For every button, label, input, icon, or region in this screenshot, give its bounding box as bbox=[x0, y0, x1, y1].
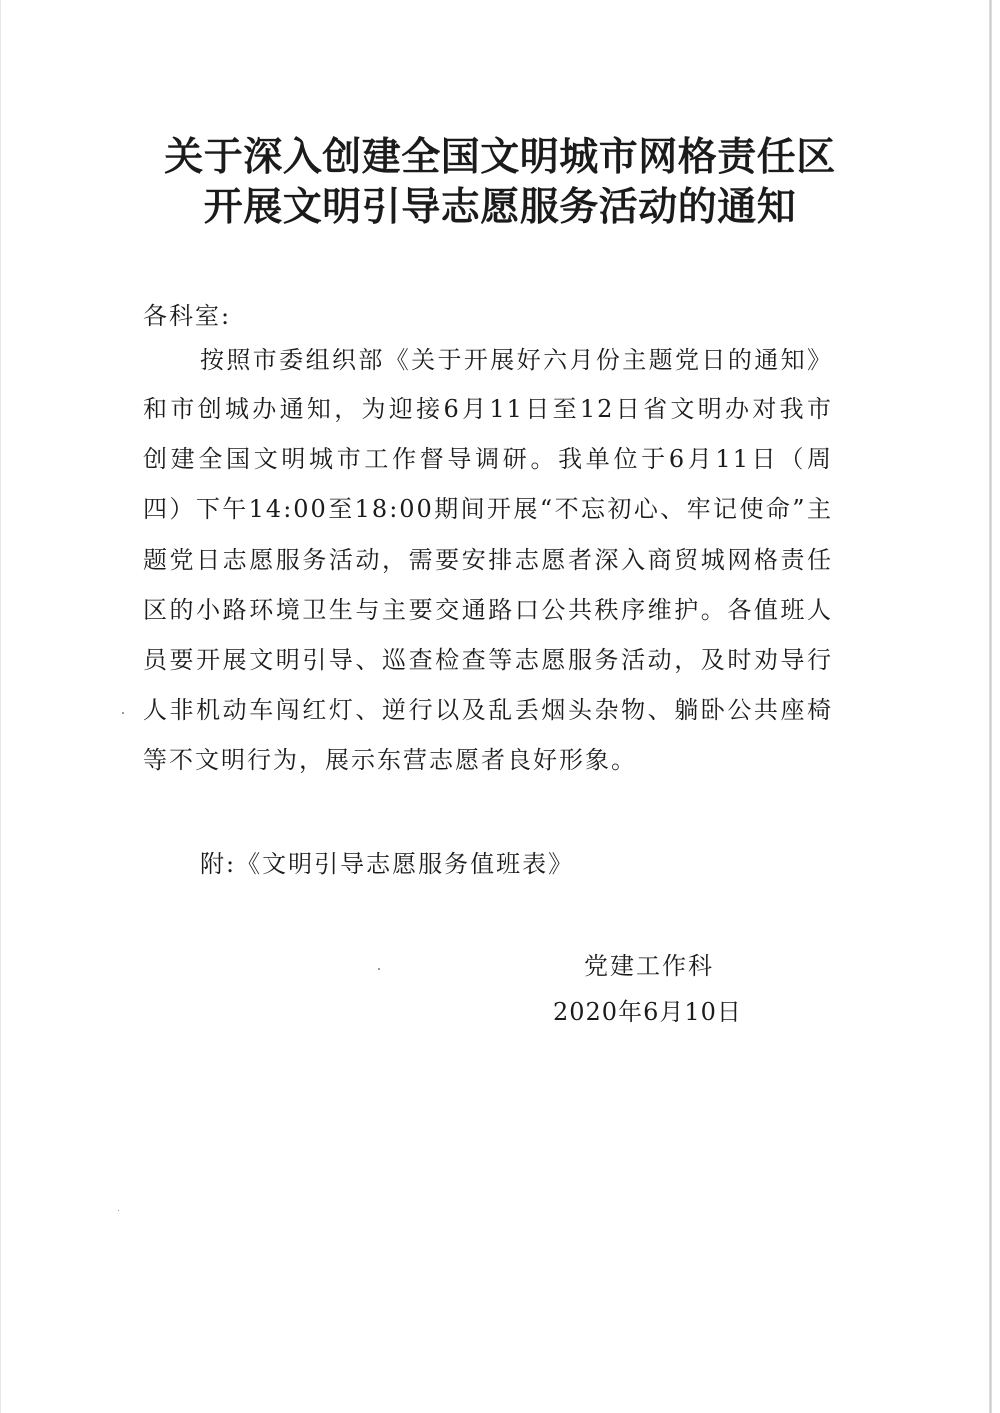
body-line: 等不文明行为，展示东营志愿者良好形象。 bbox=[143, 746, 637, 774]
body-line: 和市创城办通知，为迎接6月11日至12日省文明办对我市 bbox=[143, 395, 833, 423]
attachment-note: 附:《文明引导志愿服务值班表》 bbox=[200, 850, 575, 878]
body-line: 创建全国文明城市工作督导调研。我单位于6月11日（周 bbox=[143, 445, 833, 473]
body-line: 按照市委组织部《关于开展好六月份主题党日的通知》 bbox=[200, 346, 833, 374]
signature-date: 2020年6月10日 bbox=[553, 998, 742, 1026]
scan-speck bbox=[118, 1210, 119, 1211]
title-line-2: 开展文明引导志愿服务活动的通知 bbox=[203, 184, 797, 230]
body-line: 四）下午14:00至18:00期间开展“不忘初心、牢记使命”主 bbox=[143, 495, 833, 523]
body-line: 区的小路环境卫生与主要交通路口公共秩序维护。各值班人 bbox=[143, 596, 833, 624]
title-line-1: 关于深入创建全国文明城市网格责任区 bbox=[164, 134, 836, 180]
salutation: 各科室: bbox=[143, 302, 232, 330]
scan-speck bbox=[378, 968, 380, 970]
signature-department: 党建工作科 bbox=[584, 952, 714, 980]
body-line: 人非机动车闯红灯、逆行以及乱丢烟头杂物、躺卧公共座椅 bbox=[143, 696, 833, 724]
body-line: 员要开展文明引导、巡查检查等志愿服务活动，及时劝导行 bbox=[143, 646, 833, 674]
scan-speck bbox=[122, 712, 124, 714]
body-line: 题党日志愿服务活动，需要安排志愿者深入商贸城网格责任 bbox=[143, 546, 833, 574]
